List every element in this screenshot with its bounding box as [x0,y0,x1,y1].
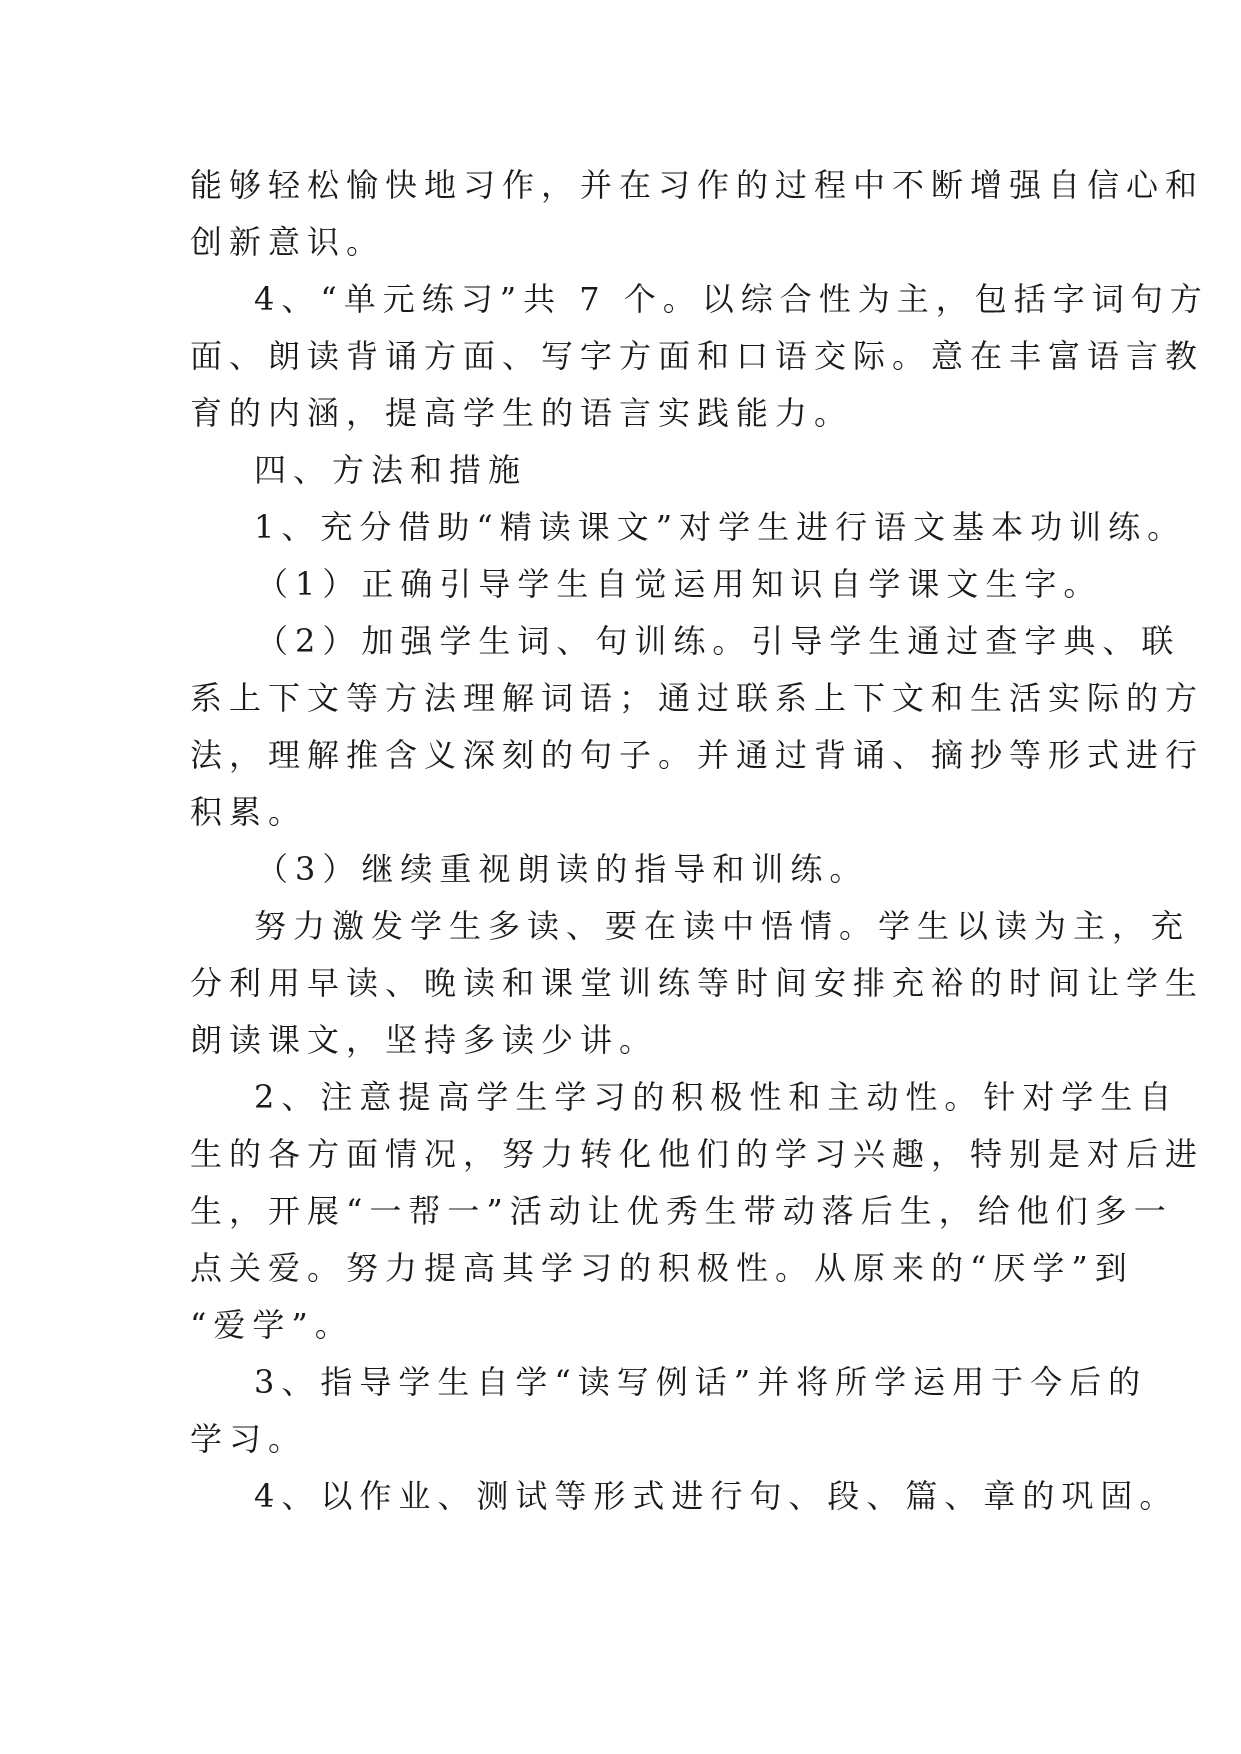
paragraph-start: 1、充分借助“精读课文”对学生进行语文基本功训练。 [254,508,1187,546]
subitem-1: （1）正确引导学生自觉运用知识自学课文生字。 [256,565,1103,603]
text-line: “爱学”。 [190,1306,354,1344]
text-line: 法，理解推含义深刻的句子。并通过背诵、摘抄等形式进行 [190,736,1205,774]
subitem-2: （2）加强学生词、句训练。引导学生通过查字典、联 [256,622,1181,660]
text-line: 育的内涵，提高学生的语言实践能力。 [190,394,854,432]
text-line: 分利用早读、晚读和课堂训练等时间安排充裕的时间让学生 [190,964,1205,1002]
subitem-3: （3）继续重视朗读的指导和训练。 [256,850,869,888]
text-line: 生，开展“一帮一”活动让优秀生带动落后生，给他们多一 [190,1192,1173,1230]
text-line: 点关爱。努力提高其学习的积极性。从原来的“厌学”到 [190,1249,1134,1287]
paragraph-start: 4、“单元练习”共 7 个。以综合性为主，包括字词句方 [254,280,1209,318]
text-line: 能够轻松愉快地习作，并在习作的过程中不断增强自信心和 [190,166,1205,204]
text-line: 学习。 [190,1420,308,1458]
text-line: 积累。 [190,793,308,831]
section-heading: 四、方法和措施 [254,451,528,489]
text-line: 面、朗读背诵方面、写字方面和口语交际。意在丰富语言教 [190,337,1205,375]
paragraph-start: 4、以作业、测试等形式进行句、段、篇、章的巩固。 [254,1477,1179,1515]
text-line: 生的各方面情况，努力转化他们的学习兴趣，特别是对后进 [190,1135,1205,1173]
paragraph-start: 努力激发学生多读、要在读中悟情。学生以读为主，充 [254,907,1191,945]
paragraph-start: 2、注意提高学生学习的积极性和主动性。针对学生自 [254,1078,1179,1116]
text-line: 朗读课文，坚持多读少讲。 [190,1021,659,1059]
text-line: 创新意识。 [190,223,386,261]
text-line: 系上下文等方法理解词语；通过联系上下文和生活实际的方 [190,679,1205,717]
paragraph-start: 3、指导学生自学“读写例话”并将所学运用于今后的 [254,1363,1148,1401]
